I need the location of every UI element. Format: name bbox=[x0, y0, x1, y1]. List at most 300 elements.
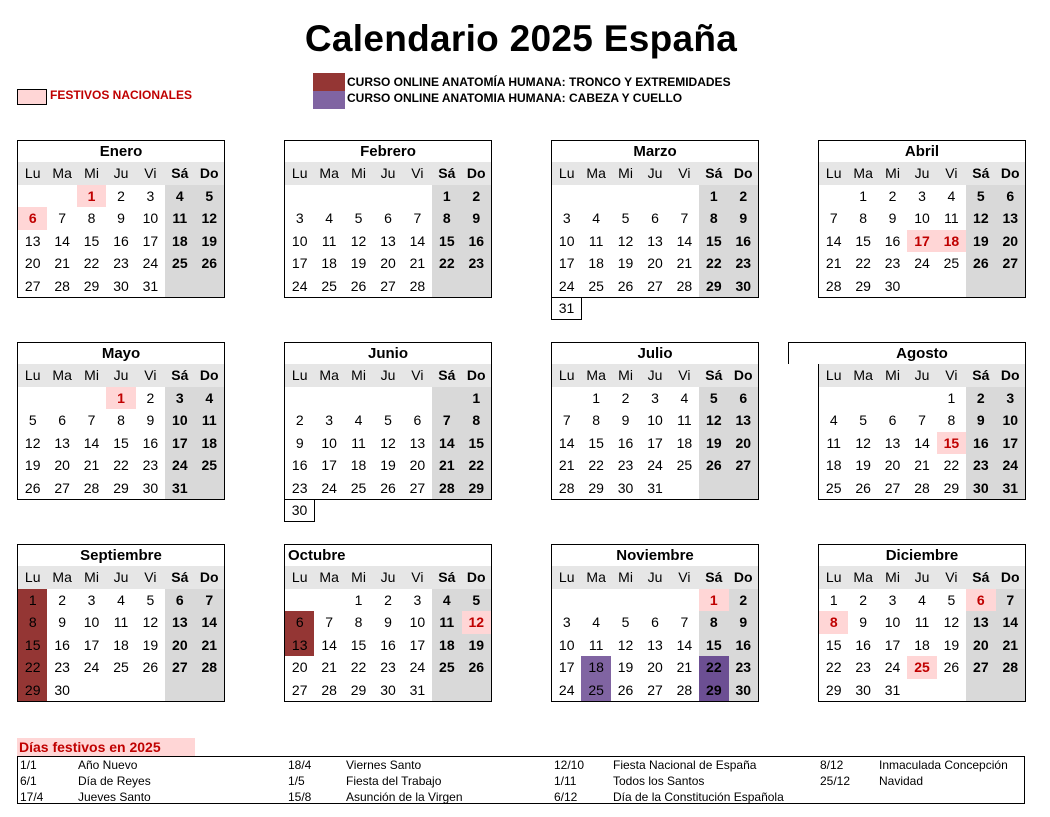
weekday-header: Do bbox=[462, 162, 491, 185]
month-title: Febrero bbox=[284, 140, 492, 162]
day-cell: 26 bbox=[24, 479, 41, 496]
day-cell: 29 bbox=[588, 479, 604, 496]
day-cell: 26 bbox=[617, 681, 634, 698]
empty-cell bbox=[937, 275, 966, 298]
day-cell: 22 bbox=[855, 255, 871, 271]
day-cell: 15 bbox=[937, 432, 966, 455]
day-cell: 25 bbox=[350, 479, 367, 496]
day-cell: 27 bbox=[647, 277, 663, 294]
day-cell: 10 bbox=[291, 232, 308, 249]
day-cell: 19 bbox=[966, 230, 995, 253]
day-cell: 15 bbox=[83, 232, 100, 249]
day-cell: 18 bbox=[676, 434, 693, 451]
day-cell: 4 bbox=[432, 589, 461, 612]
day-cell: 12 bbox=[699, 409, 728, 432]
day-cell: 30 bbox=[617, 479, 634, 496]
day-cell: 29 bbox=[943, 479, 960, 496]
day-cell: 24 bbox=[914, 255, 930, 271]
day-cell: 22 bbox=[462, 454, 491, 477]
empty-cell bbox=[907, 679, 936, 702]
day-cell: 31 bbox=[647, 479, 663, 496]
day-cell: 17 bbox=[165, 432, 194, 455]
weekday-header: Vi bbox=[937, 162, 966, 185]
day-cell: 6 bbox=[413, 412, 422, 428]
day-cell: 3 bbox=[165, 387, 194, 410]
day-cell: 20 bbox=[165, 634, 194, 657]
day-cell: 5 bbox=[699, 387, 728, 410]
day-cell: 22 bbox=[825, 659, 842, 675]
day-cell: 5 bbox=[28, 412, 37, 428]
course1-legend-label: CURSO ONLINE ANATOMÍA HUMANA: TRONCO Y EXTREMIDADES bbox=[347, 75, 731, 89]
weekday-header: Sá bbox=[432, 566, 461, 589]
empty-cell bbox=[996, 679, 1025, 702]
day-cell: 13 bbox=[285, 634, 314, 657]
day-cell: 31 bbox=[165, 477, 194, 500]
day-cell: 22 bbox=[943, 457, 960, 473]
empty-cell bbox=[432, 679, 461, 702]
holiday-date: 1/1 bbox=[20, 758, 37, 772]
day-cell: 20 bbox=[966, 634, 995, 657]
day-cell: 7 bbox=[325, 614, 334, 630]
day-cell: 27 bbox=[966, 656, 995, 679]
weekday-header: Do bbox=[996, 566, 1025, 589]
day-cell: 24 bbox=[142, 255, 159, 271]
day-cell: 4 bbox=[354, 412, 363, 428]
holiday-date: 12/10 bbox=[554, 758, 585, 772]
day-cell: 16 bbox=[380, 636, 396, 653]
day-cell: 21 bbox=[825, 255, 842, 271]
day-cell: 5 bbox=[146, 591, 155, 608]
day-cell: 6 bbox=[651, 210, 659, 226]
day-cell: 12 bbox=[350, 232, 367, 249]
day-cell: 22 bbox=[699, 252, 728, 275]
day-cell: 28 bbox=[195, 656, 224, 679]
day-cell: 14 bbox=[409, 232, 426, 249]
empty-cell bbox=[581, 185, 610, 208]
day-cell: 14 bbox=[54, 232, 70, 249]
day-cell: 14 bbox=[996, 611, 1025, 634]
day-cell: 12 bbox=[462, 611, 491, 634]
day-cell: 8 bbox=[592, 412, 601, 428]
day-cell: 12 bbox=[380, 434, 396, 451]
holiday-date: 15/8 bbox=[288, 790, 312, 804]
day-cell: 28 bbox=[83, 479, 100, 496]
day-cell: 21 bbox=[54, 255, 70, 271]
day-cell: 20 bbox=[291, 659, 308, 675]
day-cell: 8 bbox=[819, 611, 848, 634]
day-cell: 24 bbox=[647, 457, 663, 473]
day-cell: 27 bbox=[291, 681, 308, 698]
day-cell: 12 bbox=[617, 636, 634, 653]
day-cell: 13 bbox=[409, 434, 426, 451]
day-cell: 13 bbox=[54, 434, 70, 451]
weekday-header: Vi bbox=[670, 162, 699, 185]
day-cell: 20 bbox=[380, 255, 396, 271]
day-cell: 29 bbox=[825, 681, 842, 698]
day-cell: 23 bbox=[380, 659, 396, 675]
holidays-list bbox=[17, 756, 1025, 804]
day-cell: 25 bbox=[432, 656, 461, 679]
day-cell: 13 bbox=[380, 232, 396, 249]
empty-cell bbox=[106, 679, 135, 702]
day-cell: 19 bbox=[380, 457, 396, 473]
empty-cell bbox=[314, 387, 343, 410]
holiday-date: 17/4 bbox=[20, 790, 44, 804]
day-cell: 30 bbox=[142, 479, 159, 496]
day-cell: 8 bbox=[18, 611, 47, 634]
day-cell: 30 bbox=[54, 681, 70, 698]
day-cell: 12 bbox=[943, 614, 960, 630]
day-cell: 21 bbox=[83, 457, 100, 473]
weekday-header: Ma bbox=[47, 566, 76, 589]
day-cell: 6 bbox=[651, 614, 659, 630]
weekday-header: Sá bbox=[699, 364, 728, 387]
day-cell: 15 bbox=[462, 432, 491, 455]
day-cell: 26 bbox=[195, 252, 224, 275]
weekday-header: Ma bbox=[848, 162, 877, 185]
day-cell: 10 bbox=[558, 636, 575, 653]
day-cell: 3 bbox=[562, 614, 571, 630]
day-cell-overflow: 31 bbox=[551, 298, 582, 320]
day-cell: 26 bbox=[943, 659, 960, 675]
day-cell: 19 bbox=[699, 432, 728, 455]
holiday-date: 6/12 bbox=[554, 790, 578, 804]
empty-cell bbox=[195, 477, 224, 500]
day-cell: 3 bbox=[918, 187, 926, 204]
day-cell: 29 bbox=[18, 679, 47, 702]
day-cell: 8 bbox=[87, 210, 96, 226]
weekday-header: Ju bbox=[640, 162, 669, 185]
day-cell: 4 bbox=[680, 389, 689, 406]
day-cell: 13 bbox=[647, 232, 663, 249]
day-cell: 17 bbox=[321, 457, 337, 473]
day-cell: 7 bbox=[918, 412, 926, 428]
day-cell: 4 bbox=[829, 412, 838, 428]
day-cell: 7 bbox=[996, 589, 1025, 612]
holiday-name: Inmaculada Concepción bbox=[879, 758, 1008, 772]
day-cell: 3 bbox=[146, 187, 155, 204]
day-cell: 13 bbox=[165, 611, 194, 634]
weekday-header: Ju bbox=[640, 364, 669, 387]
empty-cell bbox=[640, 185, 669, 208]
day-cell: 11 bbox=[165, 207, 194, 230]
empty-cell bbox=[373, 185, 402, 208]
empty-cell bbox=[77, 679, 106, 702]
day-cell: 4 bbox=[592, 614, 601, 630]
empty-cell bbox=[966, 679, 995, 702]
empty-cell bbox=[462, 679, 491, 702]
day-cell: 8 bbox=[947, 412, 956, 428]
day-cell: 15 bbox=[113, 434, 129, 451]
empty-cell bbox=[432, 275, 461, 298]
day-cell: 29 bbox=[855, 277, 871, 294]
month-mayo bbox=[17, 342, 225, 500]
weekday-header: Ju bbox=[640, 566, 669, 589]
holiday-name: Día de Reyes bbox=[78, 774, 151, 788]
day-cell: 27 bbox=[24, 277, 41, 294]
day-cell: 28 bbox=[409, 277, 426, 294]
day-cell: 24 bbox=[996, 454, 1025, 477]
weekday-header: Lu bbox=[18, 566, 47, 589]
day-cell: 23 bbox=[291, 479, 308, 496]
weekday-header: Sá bbox=[432, 162, 461, 185]
weekday-header: Sá bbox=[432, 364, 461, 387]
day-cell: 11 bbox=[113, 614, 129, 630]
empty-cell bbox=[18, 387, 47, 410]
empty-cell bbox=[670, 589, 699, 612]
day-cell: 1 bbox=[947, 389, 956, 406]
weekday-header: Sá bbox=[165, 162, 194, 185]
day-cell: 27 bbox=[996, 252, 1025, 275]
day-cell: 2 bbox=[859, 591, 868, 608]
day-cell: 29 bbox=[462, 477, 491, 500]
day-cell: 7 bbox=[58, 210, 67, 226]
holiday-name: Día de la Constitución Española bbox=[613, 790, 784, 804]
day-cell: 9 bbox=[859, 614, 868, 630]
day-cell: 25 bbox=[943, 255, 960, 271]
day-cell: 15 bbox=[699, 230, 728, 253]
day-cell: 27 bbox=[729, 454, 758, 477]
day-cell: 24 bbox=[321, 479, 337, 496]
weekday-header: Mi bbox=[77, 364, 106, 387]
weekday-header: Vi bbox=[937, 566, 966, 589]
day-cell: 26 bbox=[855, 479, 871, 496]
day-cell: 25 bbox=[588, 277, 604, 294]
weekday-header: Ma bbox=[581, 162, 610, 185]
day-cell: 4 bbox=[117, 591, 125, 608]
day-cell: 23 bbox=[462, 252, 491, 275]
day-cell: 16 bbox=[291, 457, 308, 473]
day-cell: 16 bbox=[884, 232, 901, 249]
day-cell: 3 bbox=[413, 591, 422, 608]
day-cell: 21 bbox=[676, 659, 693, 675]
empty-cell bbox=[996, 275, 1025, 298]
weekday-header: Ma bbox=[848, 364, 877, 387]
day-cell: 15 bbox=[699, 634, 728, 657]
weekday-header: Vi bbox=[136, 364, 165, 387]
weekday-header: Mi bbox=[344, 162, 373, 185]
day-cell: 23 bbox=[142, 457, 159, 473]
day-cell: 16 bbox=[617, 434, 634, 451]
day-cell: 22 bbox=[18, 656, 47, 679]
day-cell: 21 bbox=[195, 634, 224, 657]
weekday-header: Sá bbox=[165, 364, 194, 387]
day-cell: 9 bbox=[146, 412, 155, 428]
day-cell: 26 bbox=[617, 277, 634, 294]
day-cell: 6 bbox=[966, 589, 995, 612]
empty-cell bbox=[285, 589, 314, 612]
day-cell: 29 bbox=[699, 275, 728, 298]
month-septiembre bbox=[17, 544, 225, 702]
day-cell: 18 bbox=[321, 255, 337, 271]
day-cell: 14 bbox=[558, 434, 575, 451]
day-cell: 9 bbox=[117, 210, 125, 226]
day-cell: 15 bbox=[825, 636, 842, 653]
day-cell: 29 bbox=[83, 277, 100, 294]
day-cell: 19 bbox=[24, 457, 41, 473]
day-cell: 28 bbox=[321, 681, 337, 698]
weekday-header: Ma bbox=[581, 566, 610, 589]
holiday-name: Viernes Santo bbox=[346, 758, 422, 772]
weekday-header: Ju bbox=[907, 566, 936, 589]
day-cell: 7 bbox=[829, 210, 838, 226]
holiday-date: 1/5 bbox=[288, 774, 305, 788]
day-cell: 20 bbox=[729, 432, 758, 455]
weekday-header: Vi bbox=[136, 162, 165, 185]
empty-cell bbox=[611, 589, 640, 612]
day-cell: 19 bbox=[617, 659, 634, 675]
weekday-header: Ma bbox=[47, 162, 76, 185]
day-cell: 10 bbox=[914, 210, 930, 226]
day-cell: 28 bbox=[558, 479, 575, 496]
weekday-header: Ma bbox=[848, 566, 877, 589]
weekday-header: Lu bbox=[18, 162, 47, 185]
day-cell: 27 bbox=[380, 277, 396, 294]
day-cell: 17 bbox=[83, 636, 100, 653]
day-cell: 2 bbox=[117, 187, 125, 204]
holiday-name: Navidad bbox=[879, 774, 924, 788]
day-cell: 28 bbox=[432, 477, 461, 500]
weekday-header: Lu bbox=[285, 162, 314, 185]
day-cell: 25 bbox=[321, 277, 337, 294]
weekday-header: Mi bbox=[878, 566, 907, 589]
empty-cell bbox=[403, 387, 432, 410]
day-cell: 10 bbox=[558, 232, 575, 249]
weekday-header: Ju bbox=[907, 364, 936, 387]
day-cell: 8 bbox=[432, 207, 461, 230]
weekday-header: Do bbox=[195, 566, 224, 589]
page-title: Calendario 2025 España bbox=[304, 18, 738, 59]
empty-cell bbox=[314, 589, 343, 612]
day-cell: 20 bbox=[647, 255, 663, 271]
day-cell: 1 bbox=[859, 187, 868, 204]
day-cell: 23 bbox=[855, 659, 871, 675]
day-cell: 2 bbox=[888, 187, 897, 204]
weekday-header: Mi bbox=[77, 566, 106, 589]
month-agosto bbox=[818, 342, 1026, 500]
empty-cell bbox=[966, 275, 995, 298]
day-cell: 2 bbox=[384, 591, 392, 608]
day-cell: 21 bbox=[432, 454, 461, 477]
day-cell: 9 bbox=[58, 614, 67, 630]
weekday-header: Mi bbox=[77, 162, 106, 185]
day-cell: 9 bbox=[384, 614, 392, 630]
month-title: Abril bbox=[818, 140, 1026, 162]
day-cell: 16 bbox=[54, 636, 70, 653]
weekday-header: Sá bbox=[966, 364, 995, 387]
weekday-header: Sá bbox=[699, 162, 728, 185]
day-cell: 22 bbox=[350, 659, 367, 675]
day-cell: 19 bbox=[462, 634, 491, 657]
weekday-header: Sá bbox=[966, 566, 995, 589]
holiday-date: 25/12 bbox=[820, 774, 851, 788]
month-enero bbox=[17, 140, 225, 298]
day-cell: 2 bbox=[146, 389, 155, 406]
day-cell: 2 bbox=[295, 412, 304, 428]
month-title: Agosto bbox=[788, 342, 1026, 364]
weekday-header: Lu bbox=[18, 364, 47, 387]
weekday-header: Do bbox=[996, 162, 1025, 185]
day-cell: 5 bbox=[966, 185, 995, 208]
empty-cell bbox=[907, 275, 936, 298]
day-cell: 13 bbox=[966, 611, 995, 634]
weekday-header: Vi bbox=[670, 364, 699, 387]
day-cell: 7 bbox=[562, 412, 571, 428]
day-cell: 2 bbox=[729, 589, 758, 612]
month-marzo bbox=[551, 140, 759, 298]
empty-cell bbox=[77, 387, 106, 410]
empty-cell bbox=[195, 679, 224, 702]
day-cell: 5 bbox=[947, 591, 956, 608]
day-cell: 3 bbox=[996, 387, 1025, 410]
day-cell: 23 bbox=[113, 255, 129, 271]
holiday-date: 1/11 bbox=[554, 774, 577, 788]
day-cell: 13 bbox=[647, 636, 663, 653]
day-cell: 17 bbox=[558, 255, 575, 271]
weekday-header: Vi bbox=[403, 364, 432, 387]
day-cell: 11 bbox=[677, 412, 692, 428]
day-cell: 17 bbox=[884, 636, 901, 653]
day-cell: 3 bbox=[562, 210, 571, 226]
day-cell: 16 bbox=[113, 232, 129, 249]
day-cell: 25 bbox=[581, 679, 610, 702]
holiday-name: Asunción de la Virgen bbox=[346, 790, 463, 804]
day-cell: 21 bbox=[676, 255, 693, 271]
day-cell: 18 bbox=[937, 230, 966, 253]
day-cell: 5 bbox=[621, 210, 630, 226]
empty-cell bbox=[819, 185, 848, 208]
day-cell: 22 bbox=[113, 457, 129, 473]
weekday-header: Do bbox=[729, 364, 758, 387]
empty-cell bbox=[581, 589, 610, 612]
day-cell: 18 bbox=[350, 457, 367, 473]
empty-cell bbox=[165, 275, 194, 298]
day-cell: 11 bbox=[826, 434, 841, 451]
day-cell: 2 bbox=[729, 185, 758, 208]
weekday-header: Lu bbox=[285, 364, 314, 387]
day-cell: 18 bbox=[195, 432, 224, 455]
day-cell: 16 bbox=[729, 634, 758, 657]
month-diciembre bbox=[818, 544, 1026, 702]
day-cell: 26 bbox=[699, 454, 728, 477]
day-cell: 23 bbox=[884, 255, 901, 271]
day-cell: 2 bbox=[58, 591, 67, 608]
day-cell: 11 bbox=[195, 409, 224, 432]
weekday-header: Vi bbox=[136, 566, 165, 589]
day-cell: 5 bbox=[462, 589, 491, 612]
day-cell: 26 bbox=[462, 656, 491, 679]
month-junio bbox=[284, 342, 492, 500]
day-cell: 31 bbox=[996, 477, 1025, 500]
day-cell: 24 bbox=[409, 659, 426, 675]
day-cell: 29 bbox=[699, 679, 728, 702]
day-cell: 15 bbox=[855, 232, 871, 249]
day-cell: 20 bbox=[24, 255, 41, 271]
day-cell: 23 bbox=[966, 454, 995, 477]
day-cell: 10 bbox=[142, 210, 159, 226]
empty-cell bbox=[729, 477, 758, 500]
day-cell: 26 bbox=[966, 252, 995, 275]
day-cell: 30 bbox=[380, 681, 396, 698]
day-cell: 30 bbox=[855, 681, 871, 698]
holiday-name: Año Nuevo bbox=[78, 758, 138, 772]
day-cell: 3 bbox=[325, 412, 334, 428]
day-cell: 13 bbox=[884, 434, 901, 451]
day-cell: 17 bbox=[907, 230, 936, 253]
day-cell: 3 bbox=[295, 210, 304, 226]
day-cell: 1 bbox=[462, 387, 491, 410]
day-cell: 13 bbox=[996, 207, 1025, 230]
